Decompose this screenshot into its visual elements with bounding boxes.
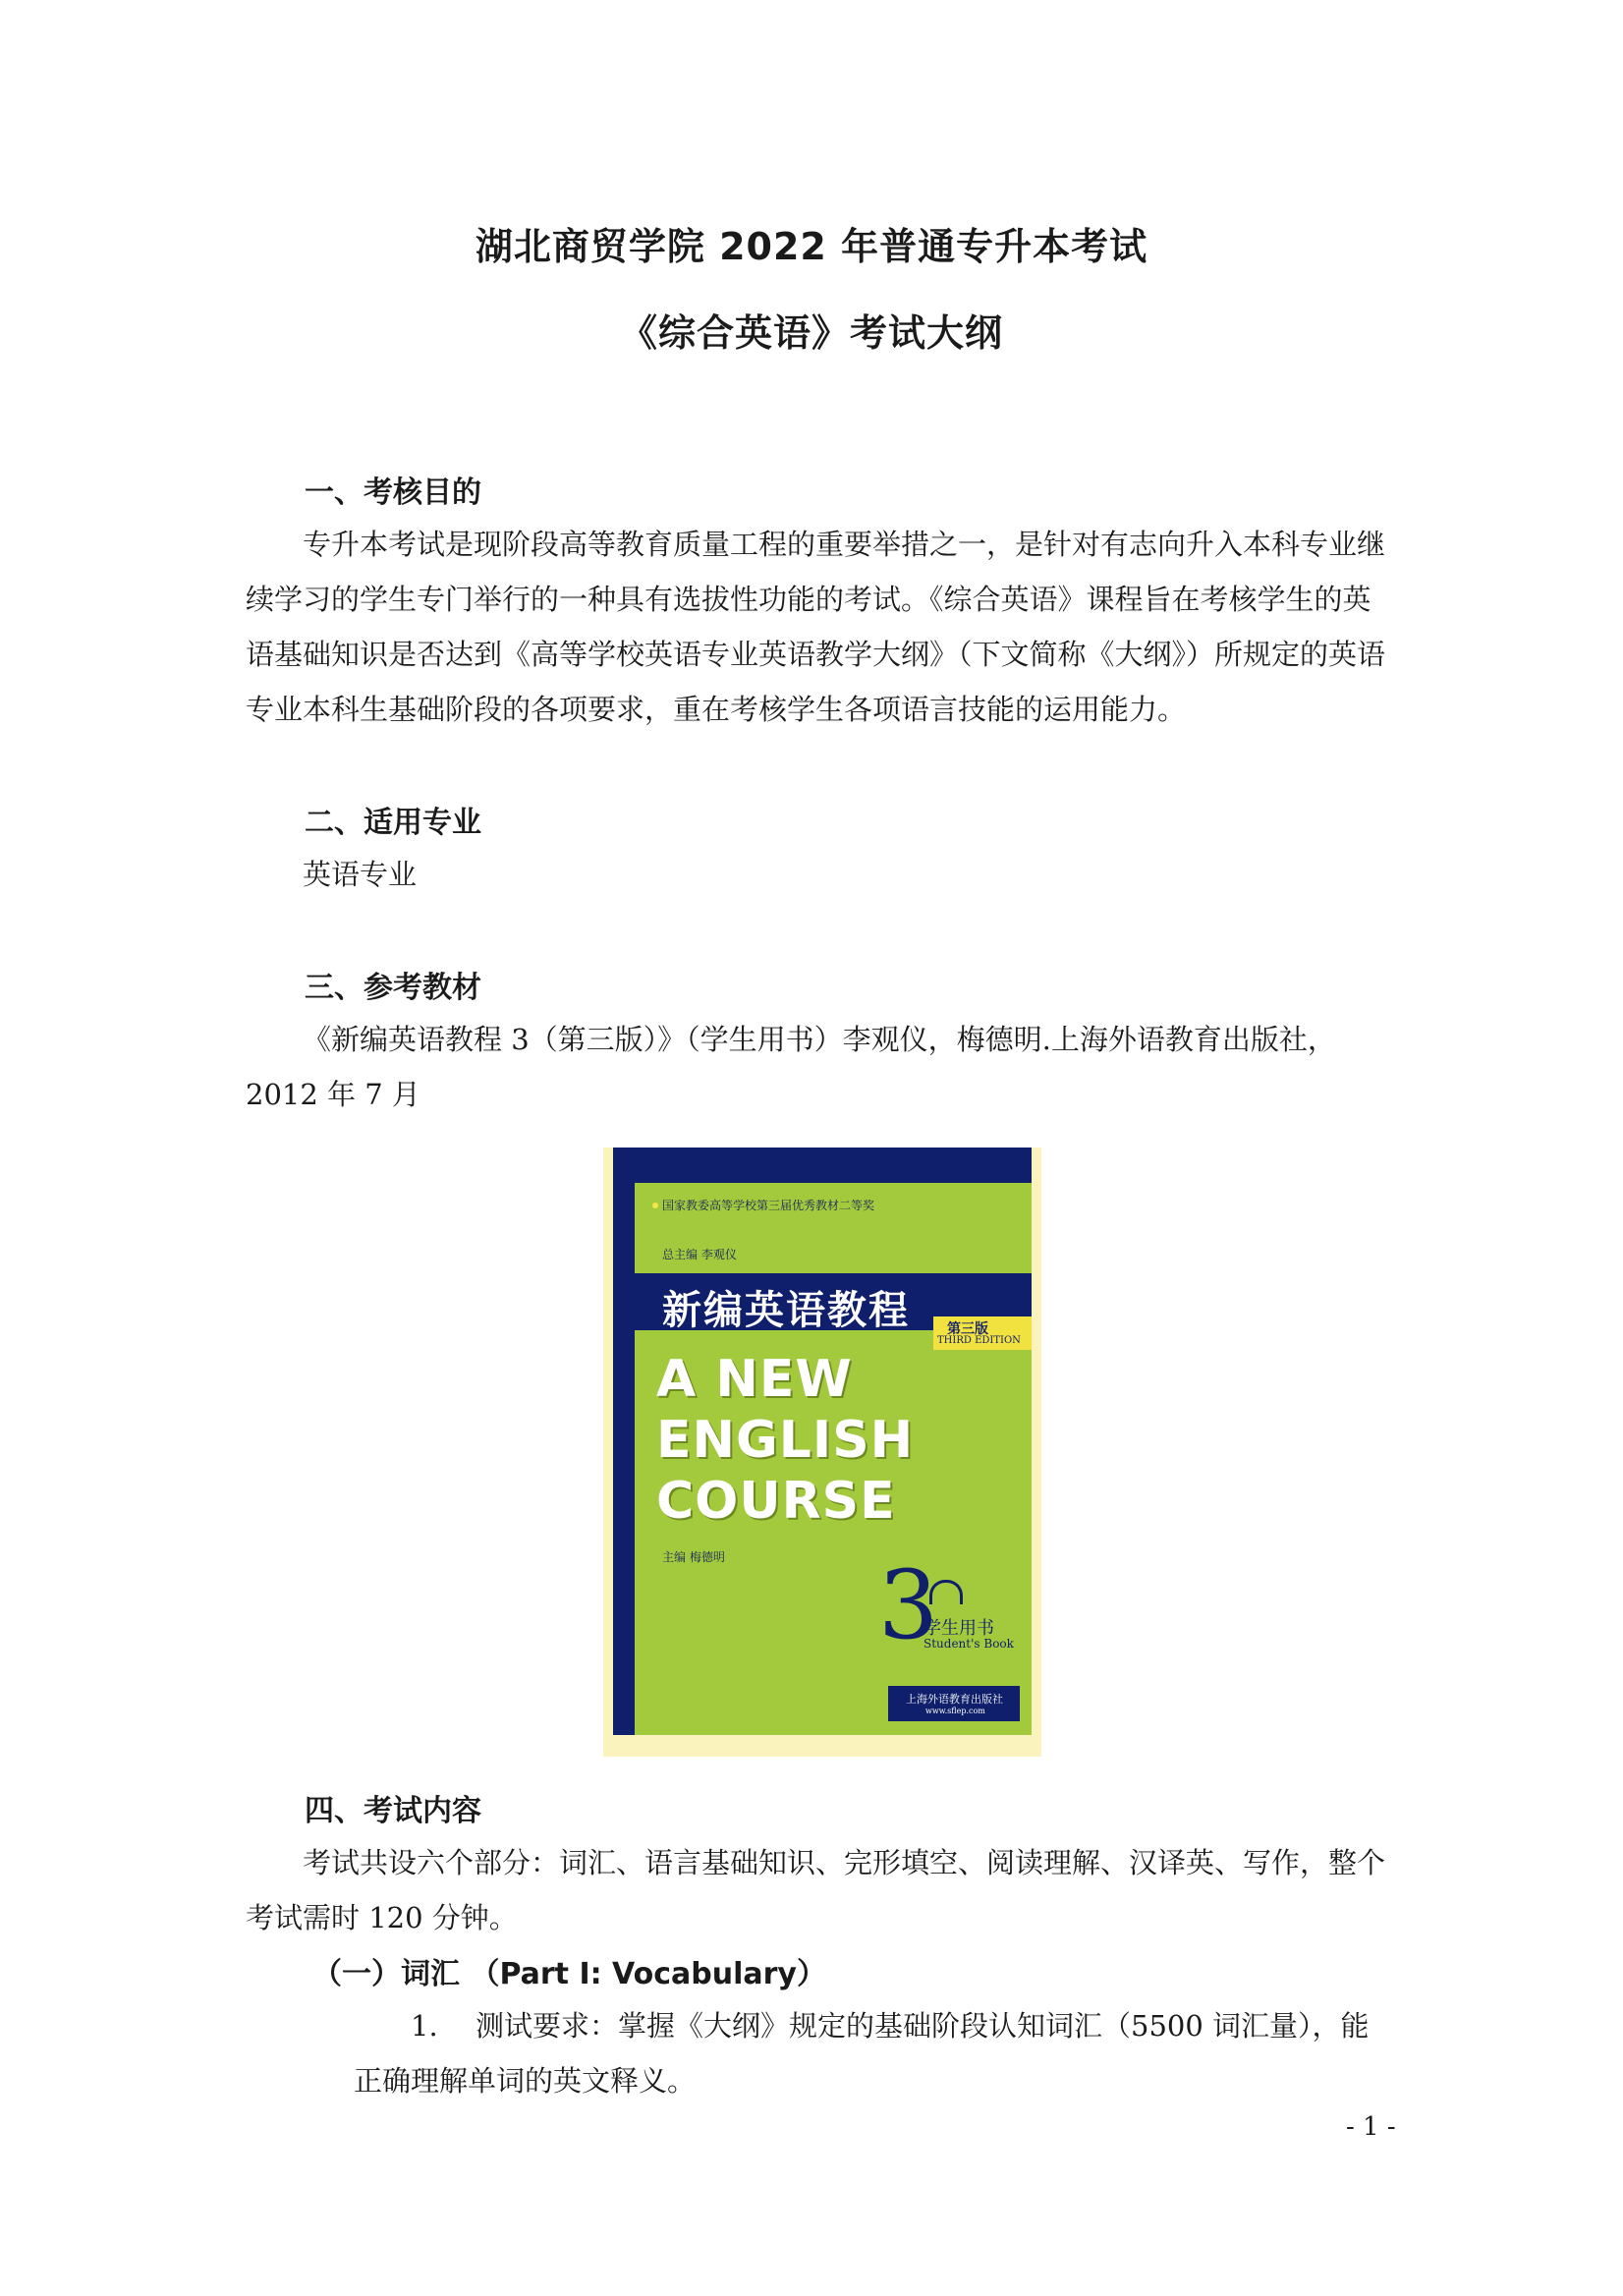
- cover-green-panel: [613, 1148, 1032, 1735]
- section4-heading: 四、考试内容: [305, 1794, 481, 1828]
- section3-heading: 三、参考教材: [305, 971, 481, 1005]
- cover-volume-number: 3: [878, 1550, 939, 1660]
- cover-award-text: 国家教委高等学校第三届优秀教材二等奖: [662, 1199, 875, 1212]
- document-title-line2: 《综合英语》考试大纲: [619, 311, 1003, 355]
- cover-publisher: 上海外语教育出版社: [906, 1693, 1003, 1706]
- cover-edition: 第三版: [947, 1321, 988, 1337]
- document-title-line1: 湖北商贸学院 2022 年普通专升本考试: [475, 225, 1148, 268]
- section1-body: 专升本考试是现阶段高等教育质量工程的重要举措之一，是针对有志向升入本科专业继续学习的学生专门举行的一种具有选拔性功能的考试。《综合英语》课程旨在考核学生的英语基础知识是否达到《高等学校英语专业英语教学大纲》（下文简称《大纲》）所规定的英语专业本科生基础阶段的各项要求，重在考核学生各项语言技能的运用能力。: [246, 528, 1386, 726]
- subsection1-heading: （一）词汇 （Part I: Vocabulary）: [312, 1957, 826, 1991]
- bullet-icon: [652, 1203, 658, 1208]
- cover-title-english-line3: COURSE: [656, 1472, 896, 1531]
- list-item-text: 测试要求：掌握《大纲》规定的基础阶段认知词汇（5500 词汇量），能正确理解单词的英文释义。: [354, 2009, 1370, 2098]
- list-item: [354, 1998, 1385, 2108]
- page-number: - 1 -: [1346, 2112, 1396, 2142]
- headphones-icon: [929, 1580, 963, 1604]
- section2-heading: 二、适用专业: [305, 806, 481, 840]
- list-item-number: 1.: [411, 2009, 438, 2043]
- section2-body: 英语专业: [303, 858, 418, 891]
- cover-title-chinese: 新编英语教程: [662, 1287, 910, 1333]
- textbook-cover-image: [603, 1148, 1041, 1757]
- cover-title-english-line2: ENGLISH: [656, 1411, 915, 1470]
- cover-edition-english: THIRD EDITION: [937, 1335, 1021, 1346]
- cover-book-type: 学生用书: [923, 1618, 994, 1639]
- section3-body: 《新编英语教程 3（第三版）》（学生用书）李观仪，梅德明.上海外语教育出版社，2012 年 7 月: [246, 1023, 1336, 1111]
- cover-chief-editor: 总主编 李观仪: [662, 1248, 737, 1261]
- cover-side-bar: [613, 1183, 635, 1735]
- section1-heading: 一、考核目的: [305, 476, 481, 510]
- cover-publisher-url: www.sflep.com: [925, 1707, 985, 1715]
- cover-editor: 主编 梅德明: [662, 1550, 725, 1564]
- cover-title-english-line1: A NEW: [656, 1350, 853, 1409]
- cover-top-bar: [613, 1148, 1032, 1183]
- cover-book-type-english: Student's Book: [923, 1637, 1014, 1651]
- section4-body: 考试共设六个部分：词汇、语言基础知识、完形填空、阅读理解、汉译英、写作，整个考试需时 120 分钟。: [246, 1846, 1386, 1934]
